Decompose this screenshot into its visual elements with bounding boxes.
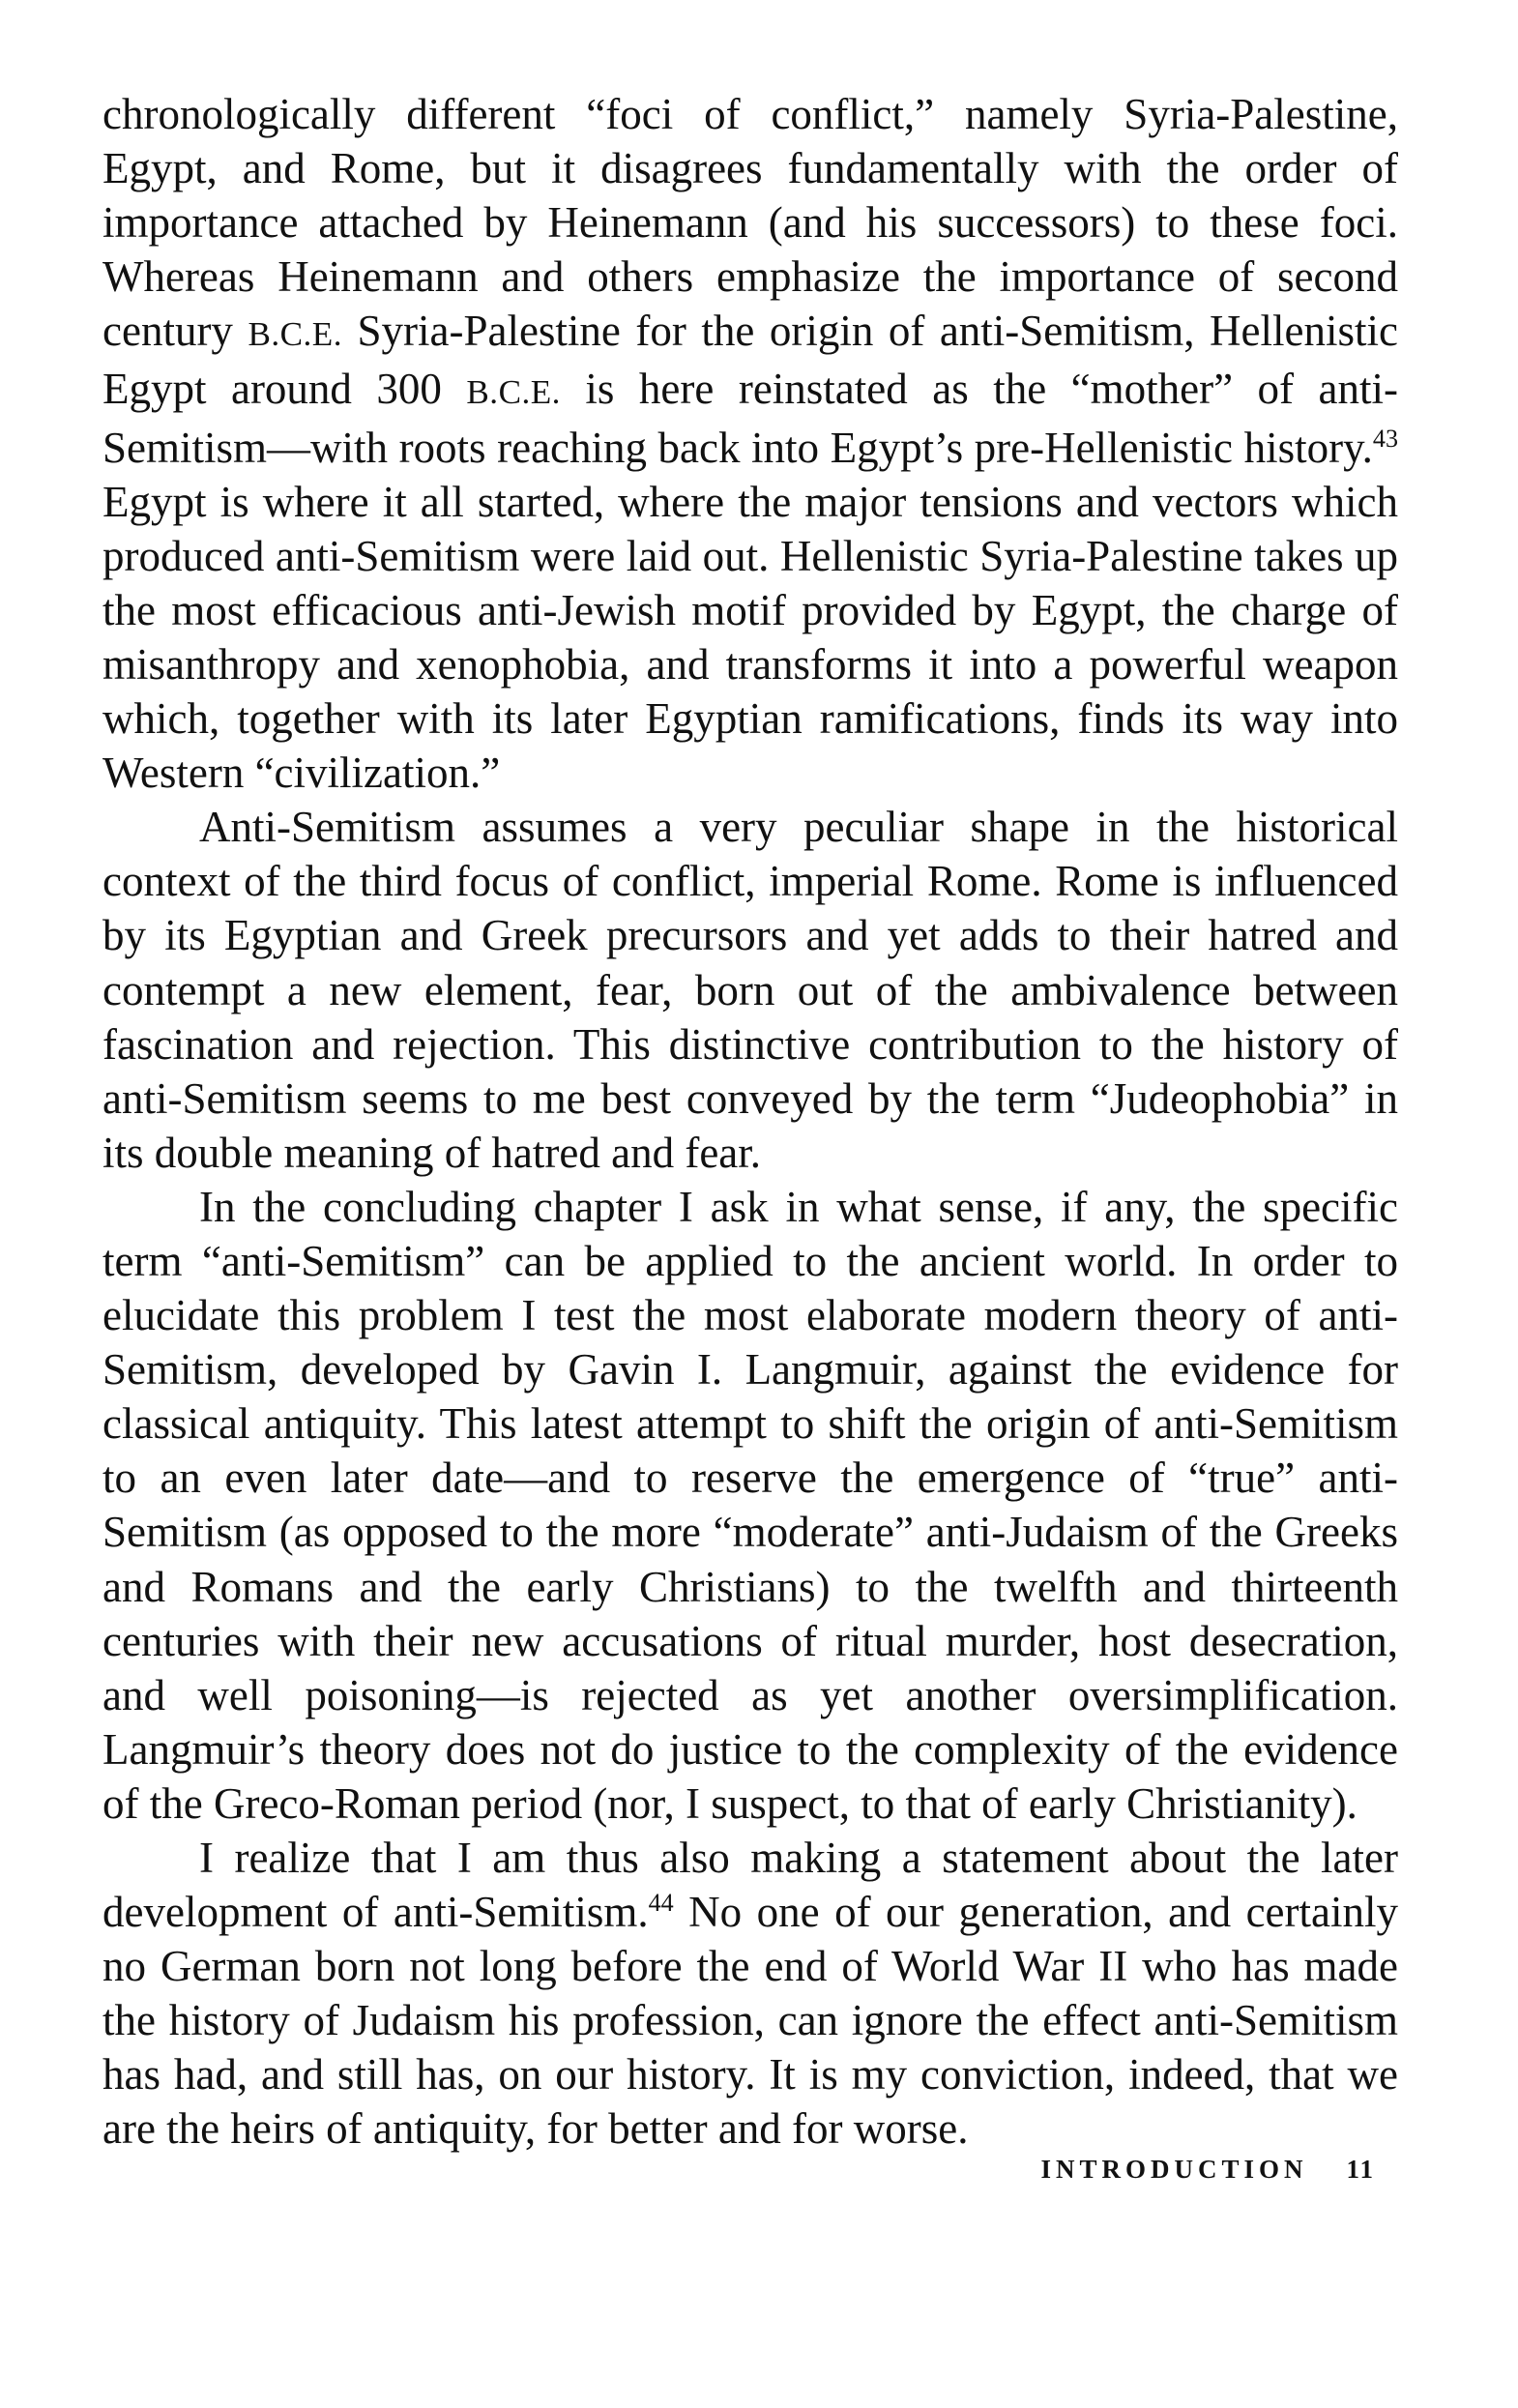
paragraph-continued — [102, 87, 1398, 800]
footnote-reference[interactable]: 43 — [1372, 424, 1398, 453]
era-abbreviation: B.C.E. — [466, 373, 561, 412]
page-footer — [1040, 2155, 1375, 2185]
text-run: is here reinstated as the “mother” of anti-Semitism—with roots reaching back into Egypt’s pre-Hellenistic history. — [102, 365, 1398, 472]
paragraph: In the concluding chapter I ask in what sense, if any, the specific term “anti-Semitism” can be applied to the ancient world. In order to elucidate this problem I test the most elaborate modern theory of anti-Semitism, developed by Gavin I. Langmuir, against the evidence for classical antiquity. This latest attempt to shift the origin of anti-Semitism to an even later date—and to reserve the emergence of “true” anti-Semitism (as opposed to the more “moderate” anti-Judaism of the Greeks and Romans and the early Christians) to the twelfth and thirteenth centuries with their new accusations of ritual murder, host desecration, and well poisoning—is rejected as yet another oversimplification. Langmuir’s theory does not do justice to the complexity of the evidence of the Greco-Roman period (nor, I suspect, to that of early Christianity). — [102, 1182, 1398, 1828]
running-head: INTRODUCTION — [1040, 2155, 1308, 2184]
text-run: No one of our generation, and certainly no German born not long before the end of World War II who has made the history of Judaism his profession, can ignore the effect anti-Semitism has had, and still has, on our history. It is my conviction, indeed, that we are the heirs of antiquity, for better and for worse. — [102, 1888, 1398, 2154]
body-text — [102, 87, 1398, 2157]
footnote-reference[interactable]: 44 — [648, 1889, 674, 1918]
paragraph — [102, 1831, 1398, 2157]
text-run: Egypt is where it all started, where the major tensions and vectors which produced anti-Semitism were laid out. Hellenistic Syria-Palestine takes up the most efficacious anti-Jewish motif provided by Egypt, the charge of misanthropy and xenophobia, and transforms it into a powerful weapon which, together with its later Egyptian ramifications, finds its way into Western “civilization.” — [102, 477, 1398, 798]
page-number: 11 — [1346, 2155, 1375, 2184]
text-run: I realize that I am thus also making a statement about the later development of anti-Semitism. — [102, 1834, 1398, 1937]
era-abbreviation: B.C.E. — [248, 315, 342, 354]
text-run: Syria-Palestine for the origin of anti-Semitism, Hellenistic Egypt around 300 — [102, 307, 1398, 414]
paragraph: Anti-Semitism assumes a very peculiar shape in the historical context of the third focus of conflict, imperial Rome. Rome is influenced by its Egyptian and Greek precursors and yet adds to their hatred and contempt a new element, fear, born out of the ambivalence between fascination and rejection. This distinctive contribution to the history of anti-Semitism seems to me best conveyed by the term “Judeophobia” in its double meaning of hatred and fear. — [102, 803, 1398, 1177]
text-run: chronologically different “foci of conflict,” namely Syria-Palestine, Egypt, and Rome, but it disagrees fundamentally with the order of importance attached by Heinemann (and his successors) to these foci. Whereas Heinemann and others emphasize the importance of second century — [102, 90, 1398, 356]
